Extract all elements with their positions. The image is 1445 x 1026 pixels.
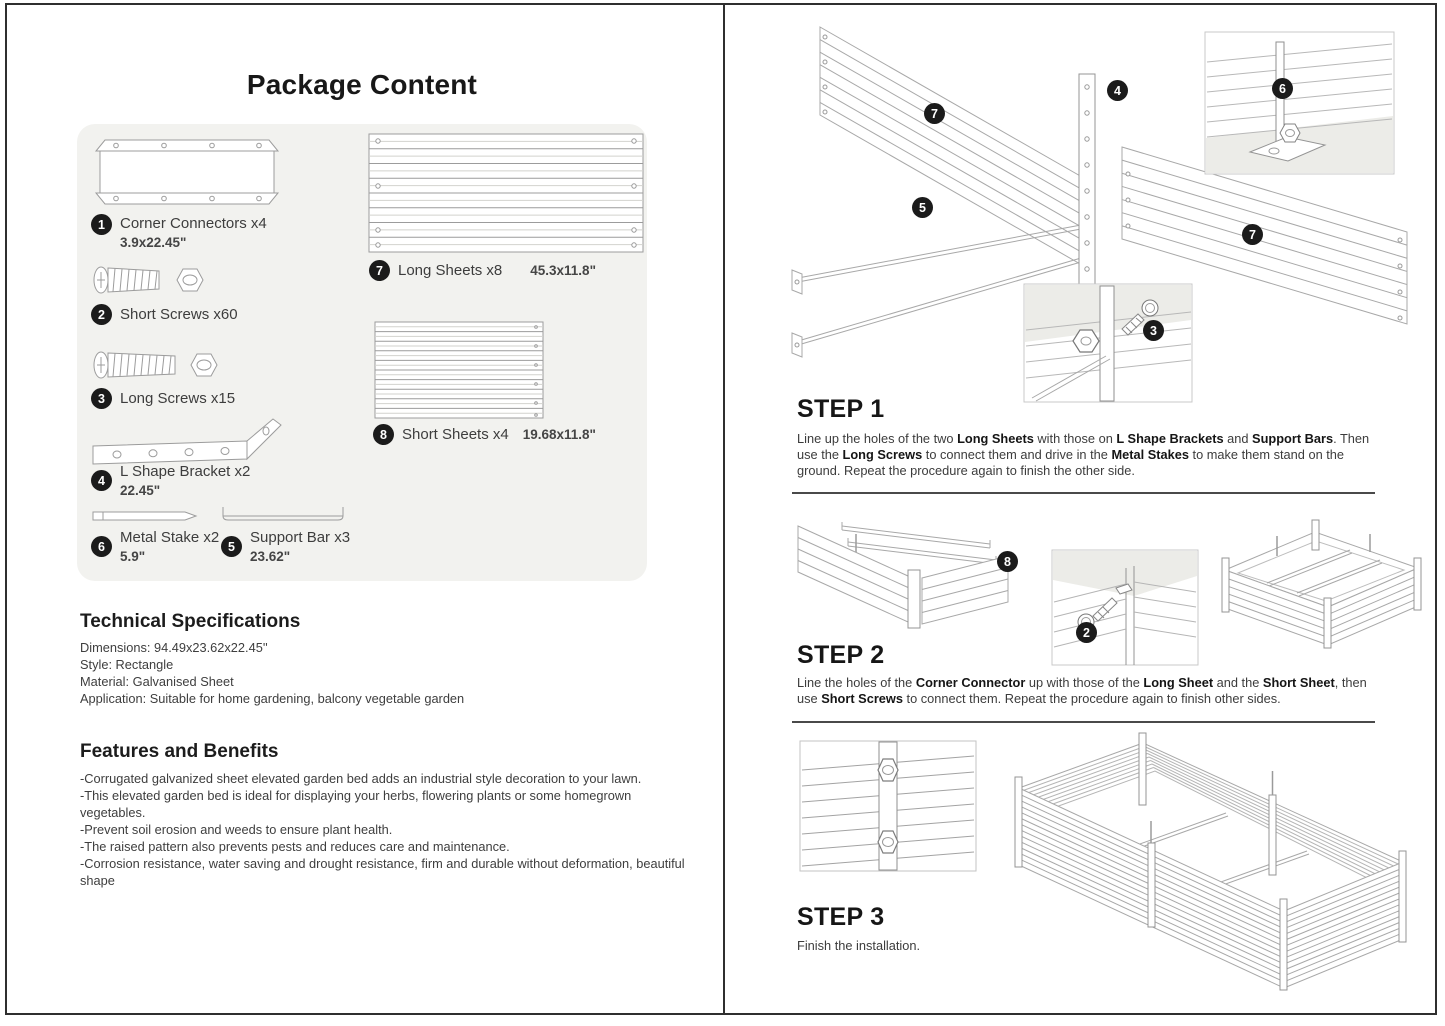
item-dimension: 45.3x11.8" — [530, 263, 596, 278]
feature-line: -Corrosion resistance, water saving and drought resistance, firm and durable without deformation, beautiful shape — [80, 856, 685, 888]
package-item — [91, 214, 267, 251]
page-title: Package Content — [246, 69, 478, 100]
marker-long-sheet: 7 — [924, 103, 945, 124]
feature-line: -Prevent soil erosion and weeds to ensure plant health. — [80, 822, 393, 837]
step3-detail-inset — [799, 740, 977, 872]
package-item — [91, 388, 235, 409]
item-number-badge: 8 — [373, 424, 394, 445]
item-number-badge: 2 — [91, 304, 112, 325]
step3-finished-bed-drawing — [997, 727, 1427, 1012]
item-dimension: 19.68x11.8" — [522, 427, 596, 442]
spec-material: Material: Galvanised Sheet — [80, 674, 234, 689]
corner-connector-drawing — [91, 136, 283, 208]
step1-diagram — [782, 12, 1427, 397]
long-screw-drawing — [89, 343, 229, 387]
step1-title: STEP 1 — [797, 395, 885, 423]
features-and-benefits — [80, 741, 700, 889]
page-frame — [5, 3, 1437, 1015]
step3-body: Finish the installation. — [797, 938, 921, 953]
feature-line: -The raised pattern also prevents pests and reduces care and maintenance. — [80, 839, 510, 854]
package-content-panel — [7, 5, 723, 1013]
support-bar-drawing — [219, 504, 347, 524]
item-dimension: 23.62" — [250, 548, 291, 564]
item-label: L Shape Bracket x2 — [120, 463, 251, 480]
spec-dimensions: Dimensions: 94.49x23.62x22.45'' — [80, 640, 268, 655]
specs-title: Technical Specifications — [80, 611, 301, 632]
spec-application: Application: Suitable for home gardening, balcony vegetable garden — [80, 691, 465, 706]
item-label: Metal Stake x2 — [120, 529, 220, 546]
short-sheets-drawing — [373, 320, 545, 420]
item-label: Short Screws x60 — [120, 306, 238, 323]
item-label: Support Bar x3 — [250, 529, 351, 546]
item-number-badge: 7 — [369, 260, 390, 281]
step2-diagram — [790, 510, 1430, 665]
item-label: Corner Connectors x4 — [120, 215, 267, 232]
features-title: Features and Benefits — [80, 741, 279, 762]
marker-short-sheet: 8 — [997, 551, 1018, 572]
step1-body: Line up the holes of the two Long Sheets with those on L Shape Brackets and Support Bars. Then use the Long Screws to connect them and drive in the Metal Stakes to make them stand on the ground. Repeat the procedure again to finish the other side. — [797, 431, 1370, 478]
marker-long-screw: 3 — [1143, 320, 1164, 341]
item-label: Long Screws x15 — [120, 390, 236, 407]
marker-short-screw: 2 — [1076, 622, 1097, 643]
item-number-badge: 5 — [221, 536, 242, 557]
item-number-badge: 4 — [91, 470, 112, 491]
step-divider — [792, 721, 1375, 723]
short-screw-drawing — [89, 258, 214, 302]
marker-metal-stake: 6 — [1272, 78, 1293, 99]
technical-specifications — [80, 611, 680, 707]
step-divider — [792, 492, 1375, 494]
item-dimension: 5.9" — [120, 548, 146, 564]
spec-style: Style: Rectangle — [80, 657, 174, 672]
item-dimension: 22.45" — [120, 482, 161, 498]
feature-line: -Corrugated galvanized sheet elevated garden bed adds an industrial style decoration to your lawn. — [80, 771, 642, 786]
feature-line: -This elevated garden bed is ideal for displaying your herbs, flowering plants or some homegrown vegetables. — [80, 788, 632, 820]
item-number-badge: 1 — [91, 214, 112, 235]
marker-l-shape-bracket: 4 — [1107, 80, 1128, 101]
item-label: Short Sheets x4 — [402, 426, 509, 443]
step2-title: STEP 2 — [797, 641, 885, 669]
long-sheets-drawing — [367, 132, 645, 254]
marker-support-bar: 5 — [912, 197, 933, 218]
metal-stake-drawing — [91, 508, 199, 524]
item-label: Long Sheets x8 — [398, 262, 503, 279]
package-item — [369, 260, 596, 281]
package-item — [91, 304, 238, 325]
step3-title: STEP 3 — [797, 903, 885, 931]
package-item — [373, 424, 596, 445]
marker-long-sheet-2: 7 — [1242, 224, 1263, 245]
item-dimension: 3.9x22.45" — [120, 234, 187, 250]
package-items-box — [77, 124, 647, 581]
item-number-badge: 3 — [91, 388, 112, 409]
package-item — [221, 528, 350, 565]
step2-body: Line the holes of the Corner Connector up with those of the Long Sheet and the Short Sheet, then use Short Screws to connect them. Repeat the procedure again to finish other sides. — [797, 675, 1367, 706]
assembly-steps-panel — [723, 5, 1437, 1013]
package-item — [91, 528, 219, 565]
package-item — [91, 462, 250, 499]
item-number-badge: 6 — [91, 536, 112, 557]
